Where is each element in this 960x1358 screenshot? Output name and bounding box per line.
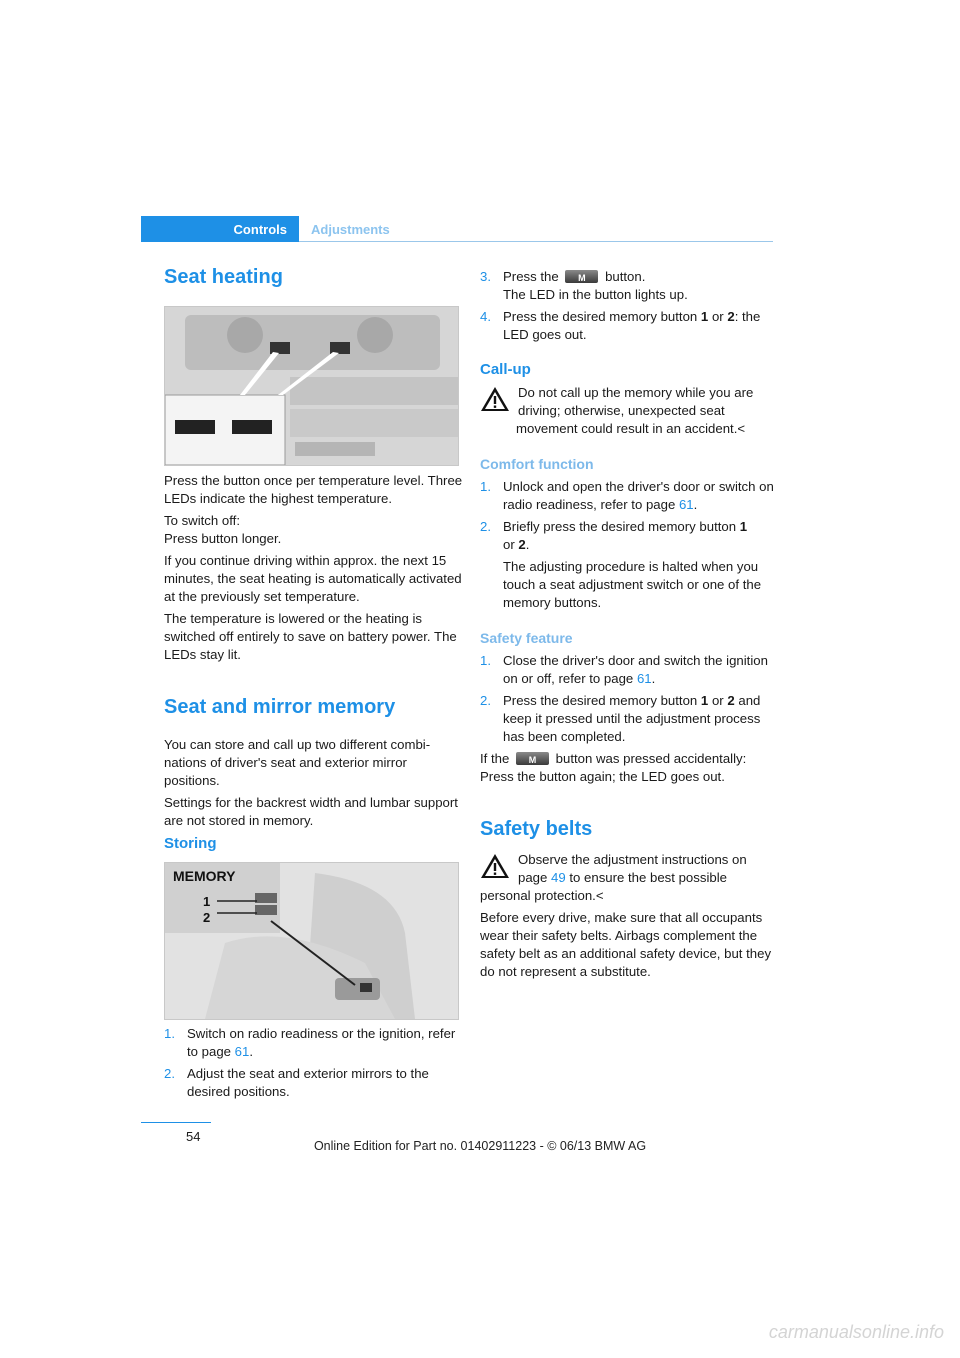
step-text: Switch on radio readiness or the ignition, refer to page bbox=[187, 1026, 456, 1059]
memory-img-2: 2 bbox=[203, 910, 211, 925]
memory-p6: Settings for the backrest width and lumbar support are not stored in memory. bbox=[164, 795, 458, 828]
page-link-49[interactable]: 49 bbox=[551, 870, 566, 885]
memory-key-1: 1 bbox=[700, 693, 709, 708]
seat-heating-image bbox=[164, 306, 459, 466]
callup-heading-wrap bbox=[480, 360, 776, 380]
step-text: Press the desired memory button bbox=[503, 309, 698, 324]
memory-key-2: 2 bbox=[518, 537, 526, 552]
warning-icon bbox=[480, 853, 510, 879]
edition-line: Online Edition for Part no. 01402911223 - © 06/13 BMW AG bbox=[313, 1139, 647, 1153]
step-text: Briefly press the desired memory button bbox=[503, 519, 737, 534]
belts-warning-text: Observe the adjustment instructions on page bbox=[518, 852, 747, 885]
safety-step-2 bbox=[480, 692, 776, 746]
memory-illustration bbox=[165, 863, 458, 1019]
seat-heating-p2b: Press button longer. bbox=[164, 531, 282, 546]
memory-image bbox=[164, 862, 459, 1020]
step-number: 1. bbox=[164, 1026, 175, 1041]
safety-feature-steps bbox=[480, 652, 776, 790]
memory-title: Seat and mirror memory bbox=[164, 696, 396, 718]
memory-p5: You can store and call up two different combi- nations of driver's seat and exterior mirror positions. bbox=[164, 737, 431, 788]
storing-heading-wrap bbox=[164, 834, 464, 854]
memory-section bbox=[164, 694, 464, 720]
footer-rule bbox=[141, 1122, 211, 1123]
header-rule bbox=[299, 241, 773, 242]
note-text: If the bbox=[480, 751, 510, 766]
seat-heating-illustration bbox=[165, 307, 458, 465]
step-text: or bbox=[503, 537, 515, 552]
step-text: button. bbox=[605, 269, 646, 284]
belts-title: Safety belts bbox=[480, 818, 593, 840]
memory-button-icon: M bbox=[516, 752, 549, 765]
seat-heating-title: Seat heating bbox=[164, 266, 283, 288]
comfort-step-1: 1. Unlock and open the driver's door or switch on radio readiness, refer to page 61. bbox=[480, 479, 774, 512]
belts-paragraph: Before every drive, make sure that all occupants wear their safety belts. Airbags complement the safety belt as an additional safety device, but they do not represent a substitute. bbox=[480, 910, 772, 979]
step-number: 2. bbox=[480, 519, 491, 534]
safety-feature-title: Safety feature bbox=[480, 630, 573, 646]
comfort-steps bbox=[480, 478, 776, 616]
accidental-note bbox=[480, 750, 776, 786]
step-number: 1. bbox=[480, 653, 491, 668]
step-number: 3. bbox=[480, 269, 491, 284]
memory-img-label: MEMORY bbox=[173, 868, 236, 884]
step-text: : the LED goes out. bbox=[503, 309, 761, 342]
page-link-61[interactable]: 61 bbox=[636, 671, 652, 686]
memory-key-1: 1 bbox=[700, 309, 709, 324]
comfort-step-2: 2. Briefly press the desired memory button 1 or 2. The adjusting procedure is halted when you touch a seat adjustment switch or one of the memory buttons. bbox=[480, 518, 776, 612]
storing-step-4 bbox=[480, 308, 776, 344]
step-text: or bbox=[711, 309, 724, 324]
belts-section bbox=[480, 816, 776, 842]
end-mark: < bbox=[737, 421, 746, 436]
page-link-61[interactable]: 61 bbox=[234, 1044, 250, 1059]
seat-heating-body bbox=[164, 472, 464, 668]
step-text: Press the bbox=[503, 269, 559, 284]
seat-heating-p2a: To switch off: bbox=[164, 513, 240, 528]
step-text: and keep it pressed until the adjustment process has been completed. bbox=[503, 693, 761, 744]
step-text: Adjust the seat and exterior mirrors to the desired positions. bbox=[187, 1066, 429, 1099]
header-section: Controls bbox=[233, 222, 287, 237]
step-number: 2. bbox=[164, 1066, 175, 1081]
page-number: 54 bbox=[186, 1129, 201, 1144]
storing-title: Storing bbox=[164, 835, 217, 852]
memory-key-2: 2 bbox=[727, 693, 735, 708]
seat-heating-p3: If you continue driving within approx. the next 15 minutes, the seat heating is automatically activated at the previously set temperature. bbox=[164, 553, 462, 604]
belts-warning bbox=[480, 851, 776, 985]
header-subsection: Adjustments bbox=[311, 222, 390, 237]
safety-feature-heading-wrap bbox=[480, 629, 776, 647]
storing-step-2 bbox=[164, 1065, 464, 1101]
step-text: or bbox=[711, 693, 724, 708]
belts-warning-text: to ensure the best possible personal protection. bbox=[480, 870, 727, 903]
step-text: The LED in the button lights up. bbox=[503, 287, 688, 302]
storing-steps bbox=[164, 1025, 464, 1105]
comfort-title: Comfort function bbox=[480, 456, 594, 472]
memory-button-icon: M bbox=[565, 270, 598, 283]
comfort-note: The adjusting procedure is halted when you touch a seat adjustment switch or one of the memory buttons. bbox=[503, 559, 762, 610]
step-text: Close the driver's door and switch the ignition on or off, refer to page bbox=[503, 653, 768, 686]
step-number: 4. bbox=[480, 309, 491, 324]
step-number: 2. bbox=[480, 693, 491, 708]
memory-body bbox=[164, 736, 464, 834]
memory-img-1: 1 bbox=[203, 894, 211, 909]
storing-step-1: 1. Switch on radio readiness or the ignition, refer to page 61. bbox=[164, 1026, 456, 1059]
note-text: button was pressed accidentally: Press the button again; the LED goes out. bbox=[480, 751, 747, 784]
step-text: Press the desired memory button bbox=[503, 693, 698, 708]
callup-title: Call-up bbox=[480, 361, 531, 378]
end-mark: < bbox=[595, 888, 604, 903]
seat-heating-section bbox=[164, 264, 464, 290]
step-number: 1. bbox=[480, 479, 491, 494]
seat-heating-p4: The temperature is lowered or the heating is switched off entirely to save on battery power. The LEDs stay lit. bbox=[164, 611, 457, 662]
storing-step-3 bbox=[480, 268, 776, 304]
memory-key-1: 1 bbox=[739, 519, 748, 534]
step-text: Unlock and open the driver's door or switch on radio readiness, refer to page bbox=[503, 479, 774, 512]
page-link-61[interactable]: 61 bbox=[678, 497, 694, 512]
seat-heating-p1: Press the button once per temperature level. Three LEDs indicate the highest temperature. bbox=[164, 473, 463, 506]
safety-step-1: 1. Close the driver's door and switch the ignition on or off, refer to page 61. bbox=[480, 653, 768, 686]
watermark: carmanualsonline.info bbox=[768, 1322, 944, 1342]
comfort-heading-wrap bbox=[480, 455, 776, 473]
callup-warning-text: Do not call up the memory while you are driving; otherwise, unexpected seat movement could result in an accident. bbox=[516, 385, 754, 436]
memory-key-2: 2 bbox=[727, 309, 735, 324]
callup-warning bbox=[480, 384, 776, 438]
storing-steps-continued bbox=[480, 268, 776, 348]
